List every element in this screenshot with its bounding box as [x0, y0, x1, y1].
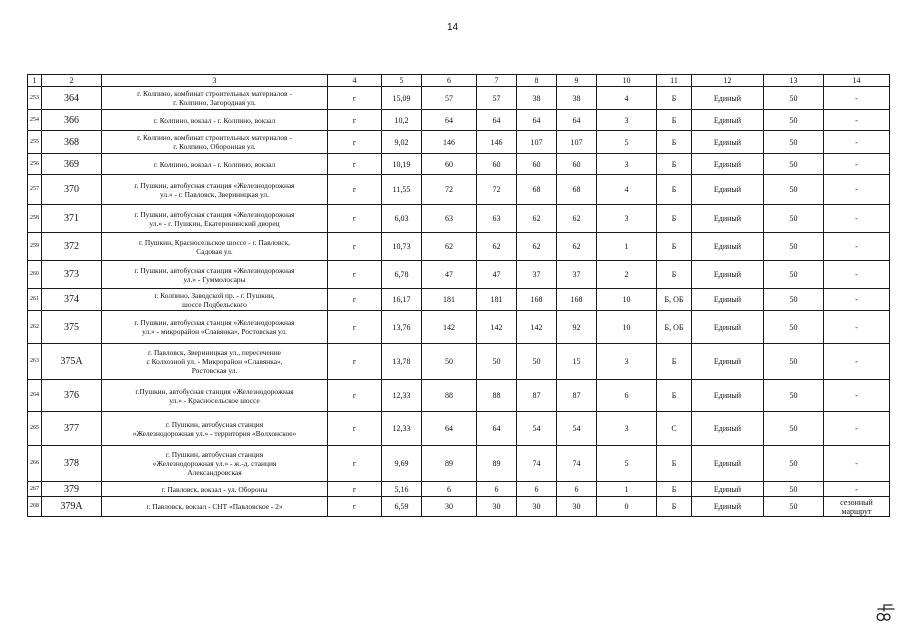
row-number: 267 [28, 482, 42, 497]
description-line: г. Пушкин, автобусная станция «Железнодорожная [134, 180, 295, 190]
fare: 50 [764, 311, 824, 344]
note: - [824, 412, 890, 446]
fare: 50 [764, 175, 824, 205]
column-header: 10 [597, 75, 657, 87]
route-type: г [328, 261, 382, 289]
route-length: 16,17 [382, 289, 422, 311]
table-row [28, 482, 890, 497]
row-number: 266 [28, 446, 42, 482]
description-line: ул.» - г. Пушкин, Екатерининский дворец [149, 218, 280, 228]
route-length: 6,59 [382, 497, 422, 517]
table-row [28, 205, 890, 233]
stops-forward-b: 87 [517, 380, 557, 412]
stops-backward: 15 [557, 344, 597, 380]
stops-backward-total: 146 [477, 131, 517, 154]
description-line: г. Колпино, комбинат строительных материалов - [137, 89, 292, 98]
tariff: Единый [692, 233, 764, 261]
vehicles-count: 1 [597, 482, 657, 497]
row-number: 259 [28, 233, 42, 261]
table-row [28, 497, 890, 517]
stops-backward: 60 [557, 154, 597, 175]
description-line: с Колхозной ул. - Микрорайон «Славянка», [146, 357, 283, 366]
tariff: Единый [692, 175, 764, 205]
route-number: 377 [42, 412, 102, 446]
stops-forward-b: 60 [517, 154, 557, 175]
tariff: Единый [692, 154, 764, 175]
stops-forward-b: 37 [517, 261, 557, 289]
route-length: 13,76 [382, 311, 422, 344]
tariff: Единый [692, 446, 764, 482]
vehicles-count: 10 [597, 289, 657, 311]
description-line: ул.» - микрорайон «Славянка», Ростовская ул. [142, 327, 287, 336]
stops-backward-total: 181 [477, 289, 517, 311]
tariff: Единый [692, 482, 764, 497]
fare: 50 [764, 87, 824, 110]
vehicles-count: 3 [597, 344, 657, 380]
row-number: 261 [28, 289, 42, 311]
vehicle-class: Б [657, 482, 692, 497]
column-header: 2 [42, 75, 102, 87]
vehicle-class: Б [657, 87, 692, 110]
column-header: 13 [764, 75, 824, 87]
route-description [102, 110, 328, 131]
stops-backward: 30 [557, 497, 597, 517]
stops-backward-total: 64 [477, 412, 517, 446]
route-description [102, 205, 328, 233]
table-row [28, 110, 890, 131]
fare: 50 [764, 289, 824, 311]
route-type: г [328, 131, 382, 154]
vehicle-class: Б [657, 110, 692, 131]
stops-forward: 142 [422, 311, 477, 344]
tariff: Единый [692, 289, 764, 311]
note: - [824, 289, 890, 311]
table-row [28, 344, 890, 380]
vehicles-count: 10 [597, 311, 657, 344]
stops-forward: 64 [422, 110, 477, 131]
route-type: г [328, 205, 382, 233]
vehicles-count: 4 [597, 87, 657, 110]
description-line: г. Колпино, вокзал - г. Колпино, вокзал [153, 115, 276, 125]
stops-backward: 107 [557, 131, 597, 154]
route-number: 369 [42, 154, 102, 175]
stops-backward-total: 64 [477, 110, 517, 131]
tariff: Единый [692, 497, 764, 517]
route-length: 11,55 [382, 175, 422, 205]
tariff: Единый [692, 311, 764, 344]
route-length: 5,16 [382, 482, 422, 497]
vehicle-class: Б [657, 344, 692, 380]
stops-forward-b: 64 [517, 110, 557, 131]
stops-backward-total: 30 [477, 497, 517, 517]
route-number: 378 [42, 446, 102, 482]
tariff: Единый [692, 131, 764, 154]
stops-forward: 146 [422, 131, 477, 154]
stops-backward: 62 [557, 205, 597, 233]
column-header: 11 [657, 75, 692, 87]
description-line: Ростовская ул. [191, 366, 238, 375]
stops-backward-total: 88 [477, 380, 517, 412]
tariff: Единый [692, 412, 764, 446]
stops-backward-total: 72 [477, 175, 517, 205]
stops-forward: 30 [422, 497, 477, 517]
vehicle-class: Б, ОБ [657, 311, 692, 344]
column-header: 3 [102, 75, 328, 87]
table-row [28, 233, 890, 261]
route-description [102, 131, 328, 154]
route-number: 375А [42, 344, 102, 380]
note: - [824, 110, 890, 131]
route-number: 370 [42, 175, 102, 205]
stops-forward-b: 50 [517, 344, 557, 380]
description-line: г. Колпино, Оборонная ул. [173, 142, 256, 151]
route-description [102, 482, 328, 497]
stops-forward-b: 168 [517, 289, 557, 311]
description-line: г. Павловск, вокзал - СНТ «Павловское - 2» [146, 502, 283, 511]
stops-forward: 64 [422, 412, 477, 446]
fare: 50 [764, 380, 824, 412]
route-description [102, 311, 328, 344]
route-length: 10,73 [382, 233, 422, 261]
route-length: 15,09 [382, 87, 422, 110]
column-header: 8 [517, 75, 557, 87]
page-number: 14 [446, 22, 459, 33]
description-line: г. Пушкин, автобусная станция [165, 450, 264, 459]
route-type: г [328, 412, 382, 446]
stops-backward: 64 [557, 110, 597, 131]
stops-backward: 38 [557, 87, 597, 110]
column-header: 5 [382, 75, 422, 87]
stops-backward-total: 142 [477, 311, 517, 344]
route-description [102, 289, 328, 311]
fare: 50 [764, 110, 824, 131]
stops-backward: 37 [557, 261, 597, 289]
row-number: 254 [28, 110, 42, 131]
vehicle-class: Б [657, 261, 692, 289]
vehicles-count: 4 [597, 175, 657, 205]
stops-forward: 72 [422, 175, 477, 205]
note: - [824, 261, 890, 289]
route-number: 379А [42, 497, 102, 517]
route-type: г [328, 233, 382, 261]
note: - [824, 482, 890, 497]
vehicles-count: 3 [597, 154, 657, 175]
table-row [28, 289, 890, 311]
description-line: г. Колпино, вокзал - г. Колпино, вокзал [153, 159, 276, 169]
description-line: ул.» - г. Павловск, Звериницкая ул. [160, 189, 269, 199]
note: - [824, 154, 890, 175]
description-line: г. Колпино, комбинат строительных материалов - [137, 133, 292, 142]
tariff: Единый [692, 380, 764, 412]
vehicles-count: 3 [597, 412, 657, 446]
column-header: 1 [28, 75, 42, 87]
route-description [102, 380, 328, 412]
route-description [102, 412, 328, 446]
table-row [28, 154, 890, 175]
description-line: «Железнодорожная ул.» - ж.-д. станция [152, 459, 277, 468]
route-type: г [328, 380, 382, 412]
fare: 50 [764, 482, 824, 497]
vehicles-count: 5 [597, 131, 657, 154]
row-number: 256 [28, 154, 42, 175]
stops-forward: 63 [422, 205, 477, 233]
note: - [824, 233, 890, 261]
stops-forward: 88 [422, 380, 477, 412]
vehicles-count: 1 [597, 233, 657, 261]
table-row [28, 446, 890, 482]
fare: 50 [764, 131, 824, 154]
tariff: Единый [692, 205, 764, 233]
description-line: «Железнодорожная ул.» - территория «Волхонское» [132, 428, 297, 438]
route-type: г [328, 497, 382, 517]
route-number: 373 [42, 261, 102, 289]
row-number: 263 [28, 344, 42, 380]
stops-backward-total: 60 [477, 154, 517, 175]
description-line: Садовая ул. [196, 246, 233, 256]
row-number: 253 [28, 87, 42, 110]
vehicle-class: Б [657, 154, 692, 175]
route-type: г [328, 482, 382, 497]
table-row [28, 87, 890, 110]
stops-backward: 68 [557, 175, 597, 205]
route-number: 368 [42, 131, 102, 154]
stops-backward-total: 47 [477, 261, 517, 289]
stops-forward: 47 [422, 261, 477, 289]
vehicle-class: Б [657, 233, 692, 261]
column-header: 9 [557, 75, 597, 87]
route-description [102, 261, 328, 289]
stops-backward: 87 [557, 380, 597, 412]
table-row [28, 412, 890, 446]
route-description [102, 446, 328, 482]
note: - [824, 87, 890, 110]
stops-forward-b: 74 [517, 446, 557, 482]
stops-forward: 62 [422, 233, 477, 261]
stops-backward-total: 89 [477, 446, 517, 482]
vehicle-class: Б [657, 131, 692, 154]
route-description [102, 154, 328, 175]
stops-forward: 181 [422, 289, 477, 311]
route-number: 371 [42, 205, 102, 233]
stops-forward-b: 62 [517, 233, 557, 261]
vehicle-class: Б [657, 175, 692, 205]
route-type: г [328, 311, 382, 344]
stops-backward: 62 [557, 233, 597, 261]
fare: 50 [764, 497, 824, 517]
stops-forward-b: 6 [517, 482, 557, 497]
tariff: Единый [692, 261, 764, 289]
route-number: 376 [42, 380, 102, 412]
route-number: 374 [42, 289, 102, 311]
fare: 50 [764, 344, 824, 380]
stops-forward: 50 [422, 344, 477, 380]
stops-backward: 6 [557, 482, 597, 497]
row-number: 257 [28, 175, 42, 205]
vehicle-class: Б [657, 380, 692, 412]
column-header: 7 [477, 75, 517, 87]
handwritten-signature [872, 598, 898, 628]
row-number: 264 [28, 380, 42, 412]
stops-backward: 54 [557, 412, 597, 446]
note: - [824, 131, 890, 154]
description-line: г. Павловск, Звериницкая ул., пересечение [148, 348, 281, 357]
route-type: г [328, 175, 382, 205]
fare: 50 [764, 412, 824, 446]
stops-backward-total: 6 [477, 482, 517, 497]
route-length: 12,33 [382, 412, 422, 446]
row-number: 260 [28, 261, 42, 289]
note: - [824, 446, 890, 482]
vehicle-class: Б [657, 497, 692, 517]
stops-forward-b: 62 [517, 205, 557, 233]
tariff: Единый [692, 110, 764, 131]
route-number: 375 [42, 311, 102, 344]
tariff: Единый [692, 87, 764, 110]
route-type: г [328, 446, 382, 482]
description-line: г. Пушкин, автобусная станция «Железнодорожная [134, 209, 295, 219]
stops-forward: 6 [422, 482, 477, 497]
vehicles-count: 5 [597, 446, 657, 482]
fare: 50 [764, 233, 824, 261]
row-number: 262 [28, 311, 42, 344]
fare: 50 [764, 261, 824, 289]
stops-forward-b: 38 [517, 87, 557, 110]
route-type: г [328, 344, 382, 380]
description-line: г. Павловск, вокзал - ул. Обороны [161, 484, 268, 494]
route-type: г [328, 154, 382, 175]
vehicle-class: С [657, 412, 692, 446]
description-line: Александровская [187, 468, 242, 477]
table-row [28, 131, 890, 154]
row-number: 268 [28, 497, 42, 517]
table-row [28, 261, 890, 289]
table-row [28, 380, 890, 412]
route-type: г [328, 110, 382, 131]
vehicles-count: 2 [597, 261, 657, 289]
note: - [824, 380, 890, 412]
description-line: ул.» - Гуммолосары [183, 274, 246, 284]
route-description [102, 344, 328, 380]
route-type: г [328, 87, 382, 110]
header-row [28, 75, 890, 87]
route-description [102, 233, 328, 261]
column-header: 14 [824, 75, 890, 87]
vehicles-count: 6 [597, 380, 657, 412]
note: - [824, 205, 890, 233]
tariff: Единый [692, 344, 764, 380]
note: - [824, 344, 890, 380]
stops-forward-b: 54 [517, 412, 557, 446]
fare: 50 [764, 154, 824, 175]
note: - [824, 175, 890, 205]
stops-forward: 60 [422, 154, 477, 175]
row-number: 255 [28, 131, 42, 154]
fare: 50 [764, 205, 824, 233]
route-number: 372 [42, 233, 102, 261]
vehicles-count: 0 [597, 497, 657, 517]
description-line: г. Пушкин, Красносельское шоссе - г. Павловск, [138, 237, 291, 247]
vehicle-class: Б [657, 446, 692, 482]
table-row [28, 311, 890, 344]
stops-forward: 89 [422, 446, 477, 482]
route-type: г [328, 289, 382, 311]
vehicles-count: 3 [597, 205, 657, 233]
route-length: 6,03 [382, 205, 422, 233]
description-line: г. Пушкин, автобусная станция «Железнодорожная [134, 318, 295, 327]
description-line: г.Пушкин, автобусная станция «Железнодорожная [135, 386, 294, 396]
route-length: 10,19 [382, 154, 422, 175]
note: сезонный маршрут [824, 497, 890, 517]
vehicle-class: Б, ОБ [657, 289, 692, 311]
description-line: ул.» - Красносельское шоссе [169, 395, 260, 405]
column-header: 12 [692, 75, 764, 87]
description-line: г. Пушкин, автобусная станция [165, 419, 264, 429]
column-header: 4 [328, 75, 382, 87]
vehicle-class: Б [657, 205, 692, 233]
description-line: г. Колпино, Загородная ул. [173, 98, 256, 107]
route-length: 9,69 [382, 446, 422, 482]
stops-backward-total: 57 [477, 87, 517, 110]
route-length: 12,33 [382, 380, 422, 412]
row-number: 258 [28, 205, 42, 233]
table-row [28, 175, 890, 205]
stops-backward-total: 62 [477, 233, 517, 261]
route-number: 379 [42, 482, 102, 497]
stops-backward: 168 [557, 289, 597, 311]
route-number: 364 [42, 87, 102, 110]
route-length: 6,78 [382, 261, 422, 289]
stops-backward: 92 [557, 311, 597, 344]
stops-forward-b: 107 [517, 131, 557, 154]
stops-backward: 74 [557, 446, 597, 482]
route-description [102, 175, 328, 205]
route-number: 366 [42, 110, 102, 131]
routes-table [27, 74, 890, 517]
description-line: г. Колпино, Заводской пр. - г. Пушкин, [154, 290, 275, 300]
route-length: 13,78 [382, 344, 422, 380]
note: - [824, 311, 890, 344]
description-line: г. Пушкин, автобусная станция «Железнодорожная [134, 265, 295, 275]
route-length: 10,2 [382, 110, 422, 131]
stops-forward-b: 30 [517, 497, 557, 517]
stops-backward-total: 50 [477, 344, 517, 380]
route-description [102, 497, 328, 517]
route-length: 9,02 [382, 131, 422, 154]
vehicles-count: 3 [597, 110, 657, 131]
fare: 50 [764, 446, 824, 482]
stops-forward-b: 142 [517, 311, 557, 344]
stops-backward-total: 63 [477, 205, 517, 233]
stops-forward-b: 68 [517, 175, 557, 205]
description-line: шоссе Подбельского [182, 299, 247, 309]
column-header: 6 [422, 75, 477, 87]
route-description [102, 87, 328, 110]
row-number: 265 [28, 412, 42, 446]
stops-forward: 57 [422, 87, 477, 110]
